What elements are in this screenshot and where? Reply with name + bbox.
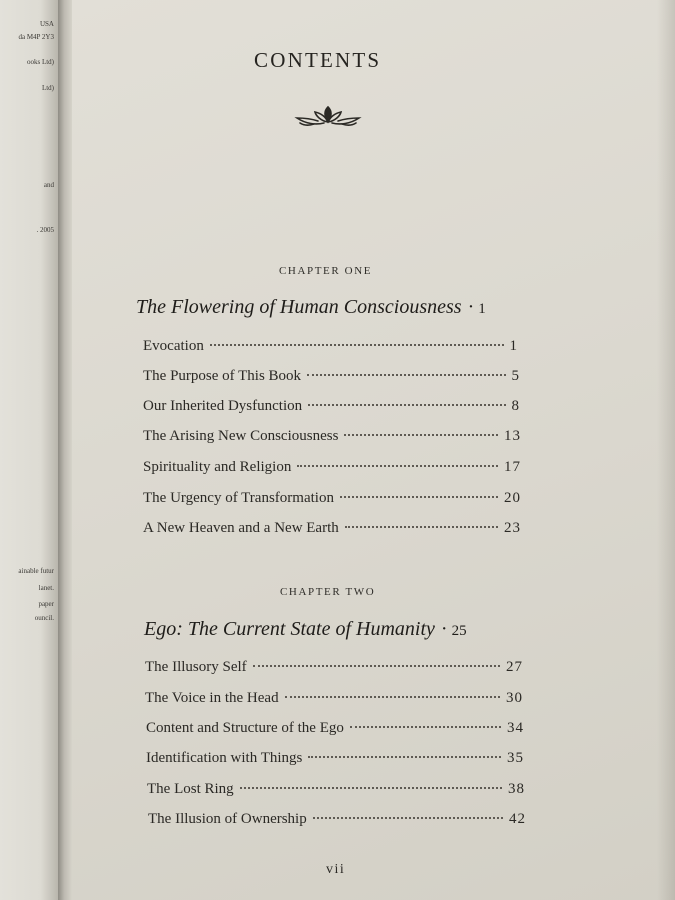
dot-leader [350,726,501,728]
left-page-fragment: paper [38,600,54,608]
chapter-label: CHAPTER TWO [280,586,376,598]
chapter-page-number: 25 [451,623,467,639]
toc-entry-page: 1 [509,338,518,354]
toc-entry[interactable] [146,750,524,772]
chapter-title: The Flowering of Human Consciousness · 1 [136,296,486,318]
dot-leader [297,465,498,467]
page-number: vii [326,862,346,877]
dot-leader [340,496,498,498]
chapter-title: Ego: The Current State of Humanity · 25 [144,618,467,640]
left-page-fragment: Ltd) [41,84,54,92]
left-page-fragment: and [43,181,54,189]
toc-entry-title: The Voice in the Head [145,690,279,706]
toc-entry[interactable] [146,720,524,742]
toc-entry-page: 13 [504,428,521,444]
page-title: CONTENTS [254,48,382,72]
toc-entry[interactable] [145,659,523,681]
toc-entry-title: The Lost Ring [147,781,234,797]
dot-leader [210,344,504,346]
toc-entry-page: 5 [511,368,520,384]
left-page-fragment: ainable futur [18,567,54,575]
chapter-title-text: Ego: The Current State of Humanity [144,618,435,640]
chapter-label: CHAPTER ONE [279,265,373,277]
left-page-fragment: . 2005 [36,226,54,234]
book-gutter [58,0,72,900]
chapter-title-text: The Flowering of Human Consciousness [136,296,462,318]
dot-leader [240,787,502,789]
toc-entry[interactable] [143,338,518,360]
toc-entry[interactable] [143,428,521,450]
toc-entry-title: Our Inherited Dysfunction [143,398,303,414]
toc-entry-page: 30 [506,690,523,706]
toc-entry-title: Evocation [143,338,204,354]
toc-entry-title: The Purpose of This Book [143,368,302,384]
toc-entry[interactable] [145,690,523,712]
toc-entry-title: The Arising New Consciousness [143,428,339,444]
dot-leader [308,404,505,406]
toc-entry-title: The Illusory Self [145,659,247,675]
toc-entry-page: 8 [511,398,520,414]
toc-entry-page: 23 [504,520,521,536]
toc-entry-title: Content and Structure of the Ego [146,720,344,736]
left-page-fragment: ouncil. [34,614,54,622]
dot-leader [285,696,500,698]
toc-entry-page: 35 [507,750,524,766]
dot-leader [313,817,503,819]
toc-entry[interactable] [143,398,520,420]
toc-entry-page: 17 [504,459,521,475]
toc-entry-page: 27 [506,659,523,675]
toc-entry[interactable] [148,811,526,833]
dot-leader [307,374,505,376]
toc-entry[interactable] [147,781,525,803]
dot-leader [345,526,498,528]
left-facing-page [0,0,58,900]
toc-entry[interactable] [143,459,521,481]
toc-entry-title: Spirituality and Religion [143,459,292,475]
toc-entry-page: 42 [509,811,526,827]
lotus-ornament-icon [294,104,362,128]
toc-entry-title: Identification with Things [146,750,303,766]
toc-entry-title: The Illusion of Ownership [148,811,307,827]
toc-entry[interactable] [143,368,520,390]
left-page-fragment: USA [39,20,54,28]
dot-leader [308,756,501,758]
left-page-fragment: lanet. [38,584,54,592]
toc-entry[interactable] [143,520,521,542]
toc-entry-page: 34 [507,720,524,736]
chapter-page-number: 1 [478,301,486,317]
toc-entry-page: 38 [508,781,525,797]
toc-entry-title: The Urgency of Transformation [143,490,334,506]
dot-leader [253,665,500,667]
left-page-fragment: ooks Ltd) [26,58,54,66]
toc-entry-page: 20 [504,490,521,506]
dot-leader [344,434,498,436]
toc-entry[interactable] [143,490,521,512]
page-edge-shadow [657,0,675,900]
left-page-fragment: da M4P 2Y3 [18,33,54,41]
toc-entry-title: A New Heaven and a New Earth [143,520,339,536]
